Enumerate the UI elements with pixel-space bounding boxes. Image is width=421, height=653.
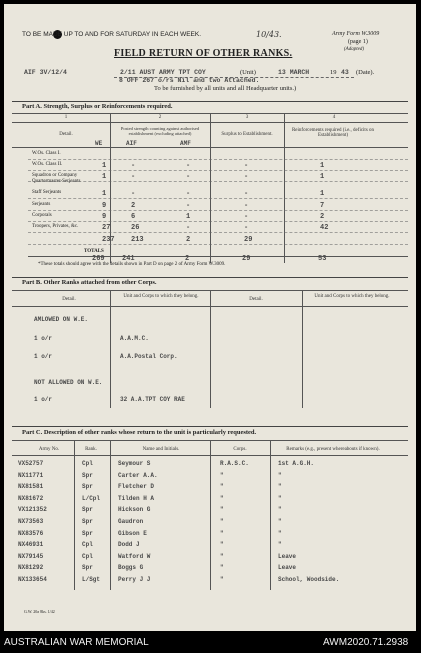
part-b-header-detail-1: Detail. — [62, 297, 76, 302]
part-a-row-aif: 6 — [131, 213, 136, 221]
part-c-row-corps: " — [220, 471, 224, 479]
part-b-header-unit-1: Unit and Corps to which they belong. — [123, 294, 199, 299]
part-c-row-remarks: School, Woodside. — [278, 576, 340, 583]
part-c-row-rank: Spr — [82, 518, 93, 525]
part-a-row-surplus: - — [244, 224, 249, 232]
part-c-row-remarks: " — [278, 518, 282, 525]
part-b-row-detail: 1 o/r — [34, 353, 53, 360]
part-a-row-label: Troopers, Privates, &c. — [32, 224, 79, 229]
part-c-row-corps: " — [220, 506, 224, 514]
part-c-row-remarks: " — [278, 494, 282, 502]
row-divider — [28, 244, 408, 245]
footer-credit: AUSTRALIAN WAR MEMORIAL — [4, 637, 149, 648]
part-c-row-remarks: 1st A.G.H. — [278, 460, 315, 467]
row-divider — [28, 170, 408, 171]
part-a-col-3: 3 — [245, 115, 249, 120]
part-b-row-detail: NOT ALLOWED ON W.E. — [34, 379, 103, 386]
part-c-row-rank: Spr — [82, 564, 93, 572]
part-c-row-corps: R.A.S.C. — [220, 460, 249, 467]
part-a-row-amf: - — [186, 224, 191, 232]
row-divider — [28, 198, 408, 199]
part-c-title: Part C. Description of other ranks whose return to the unit is particularly requested. — [22, 429, 257, 436]
adapted-label: (Adapted) — [344, 47, 364, 52]
part-a-col-2: 2 — [158, 115, 162, 120]
part-a-row-reinf: 7 — [320, 202, 325, 210]
part-c-row-name: Gaudron — [118, 518, 144, 525]
part-a-row-reinf: 1 — [320, 190, 325, 198]
part-c-row-army-no: NX133654 — [18, 576, 47, 583]
part-b-title: Part B. Other Ranks attached from other Corps. — [22, 279, 157, 286]
part-a-row-we: 1 — [102, 162, 107, 170]
part-c-row-name: Carter A.A. — [118, 471, 158, 479]
part-b-row-detail: 1 o/r — [34, 335, 53, 342]
part-a-row-amf: - — [186, 190, 191, 198]
part-a-row-we: 27 — [102, 224, 111, 232]
header-posted-strength: Posted strength counting against authorised establishment (excluding attached) — [120, 126, 200, 136]
part-b-row-detail: 1 o/r — [34, 396, 53, 403]
army-form-number: Army Form W.3009 — [332, 31, 380, 37]
part-c-row-rank: Spr — [82, 471, 93, 479]
totals-reinf: 53 — [318, 255, 327, 263]
part-c-row-name: Watford W — [118, 552, 151, 560]
header-instruction: TO BE MADE UP TO AND FOR SATURDAY IN EACH WEEK. — [22, 31, 202, 38]
part-c-row-corps: " — [220, 518, 224, 525]
part-a-row-we: 237 — [102, 236, 115, 244]
part-a-row-amf: 2 — [186, 236, 191, 244]
aif-reference: AIF 3V/12/4 — [24, 69, 67, 76]
part-c-row-army-no: NX46931 — [18, 541, 44, 549]
part-a-row-we: 9 — [102, 202, 107, 210]
footer-accession-number: AWM2020.71.2938 — [323, 637, 409, 648]
form-title: FIELD RETURN OF OTHER RANKS. — [114, 48, 293, 59]
totals-note: *These totals should agree with the details shown in Part D on page 2 of Army Form W.3009. — [38, 262, 226, 267]
part-a-row-aif: - — [131, 190, 136, 198]
part-c-header-army-no: Army No. — [38, 447, 60, 452]
part-a-row-reinf: 42 — [320, 224, 329, 232]
part-c-row-rank: Spr — [82, 483, 93, 491]
part-a-row-reinf: 2 — [320, 213, 325, 221]
part-c-row-army-no: NX81292 — [18, 564, 44, 572]
part-c-row-name: Tilden H A — [118, 494, 155, 502]
part-a-row-surplus: - — [244, 202, 249, 210]
row-divider — [28, 232, 408, 233]
part-b-row-unit: A.A.Postal Corp. — [120, 353, 178, 360]
row-divider — [28, 221, 408, 222]
part-c-row-army-no: NX83576 — [18, 529, 44, 537]
sub-header-amf: AMF — [180, 140, 191, 147]
row-divider — [28, 210, 408, 211]
part-c-row-army-no: VX52757 — [18, 460, 44, 467]
part-b-row-unit: A.A.M.C. — [120, 335, 149, 342]
part-c-row-rank: Spr — [82, 506, 93, 514]
header-week-number: 10/43. — [256, 30, 282, 39]
part-a-row-surplus: - — [244, 190, 249, 198]
part-a-row-we: 1 — [102, 190, 107, 198]
part-c-row-corps: " — [220, 564, 224, 572]
part-c-row-name: Gibson E — [118, 529, 147, 537]
part-a-row-reinf: 1 — [320, 162, 325, 170]
part-c-row-remarks: Leave — [278, 564, 297, 572]
part-a-row-label: W.Os. Class I. — [32, 151, 61, 156]
part-b-header-unit-2: Unit and Corps to which they belong. — [314, 294, 390, 299]
part-c-row-army-no: NX81581 — [18, 483, 44, 491]
part-a-row-surplus: 29 — [244, 236, 253, 244]
part-b-row-unit: 32 A.A.TPT COY RAE — [120, 396, 185, 403]
part-a-row-aif: 213 — [131, 236, 144, 244]
unit-label: (Unit) — [240, 69, 256, 76]
year-value: 43 — [341, 69, 349, 76]
part-a-row-reinf: 1 — [320, 173, 325, 181]
part-a-col-1: 1 — [64, 115, 68, 120]
part-a-row-label: Corporals — [32, 213, 52, 218]
part-c-header-remarks: Remarks (e.g., present whereabouts if known). — [286, 447, 380, 452]
part-a-row-aif: 26 — [131, 224, 140, 232]
part-a-row-we: 9 — [102, 213, 107, 221]
part-c-header-corps: Corps. — [233, 447, 247, 452]
header-detail: Detail. — [59, 132, 73, 137]
part-c-row-corps: " — [220, 529, 224, 537]
unit-name: 2/11 AUST ARMY TPT COY — [120, 69, 206, 76]
furnished-instruction: To be furnished by all units and all Headquarter units.) — [154, 85, 297, 92]
part-c-row-name: Boggs G — [118, 564, 144, 572]
part-c-row-name: Perry J J — [118, 576, 151, 583]
part-a-row-amf: 1 — [186, 213, 191, 221]
year-prefix: 19 — [330, 69, 337, 76]
header-surplus: Surplus to Establishment. — [221, 132, 273, 137]
part-a-row-aif: - — [131, 162, 136, 170]
part-a-col-4: 4 — [332, 115, 336, 120]
part-a-row-label: Serjeants — [32, 202, 51, 207]
part-a-row-surplus: - — [244, 173, 249, 181]
part-c-row-rank: Cpl — [82, 552, 93, 560]
part-c-row-rank: L/Sgt — [82, 576, 101, 583]
part-c-row-remarks: " — [278, 471, 282, 479]
part-c-row-remarks: " — [278, 541, 282, 549]
return-date: 13 MARCH — [278, 69, 310, 76]
part-c-header-name: Name and Initials. — [142, 447, 180, 452]
totals-amf: 2 — [185, 255, 190, 263]
form-sheet — [4, 4, 416, 631]
part-c-row-rank: Cpl — [82, 460, 93, 467]
part-a-row-we: 1 — [102, 173, 107, 181]
sub-header-aif: AIF — [126, 140, 137, 147]
row-divider — [28, 159, 408, 160]
part-c-row-name: Dodd J — [118, 541, 140, 549]
totals-aif: 241 — [122, 255, 135, 263]
part-c-row-remarks: " — [278, 529, 282, 537]
part-a-row-surplus: - — [244, 162, 249, 170]
part-b-header-detail-2: Detail. — [249, 297, 263, 302]
date-label: (Date). — [356, 69, 375, 76]
printer-mark: G.W. 20a 8ks. 1/42 — [24, 609, 55, 614]
totals-we: 269 — [92, 255, 105, 263]
strength-summary: 8 OFF 267 o/rs Nil and two Attached. — [119, 77, 260, 84]
part-a-row-label: Staff Serjeants — [32, 190, 62, 195]
part-c-row-army-no: NX81672 — [18, 494, 44, 502]
header-reinforcements: Reinforcements required (i.e., deficits on Establishment) — [291, 128, 375, 138]
part-c-row-remarks: " — [278, 483, 282, 491]
part-a-row-label: Squadron or Company Quartermaster-Serjeants — [32, 173, 81, 184]
part-c-row-rank: Spr — [82, 529, 93, 537]
part-b-row-detail: AMLOWED ON W.E. — [34, 316, 89, 323]
part-c-row-army-no: NX73563 — [18, 518, 44, 525]
part-a-row-amf: - — [186, 173, 191, 181]
part-c-row-corps: " — [220, 494, 224, 502]
totals-label: TOTALS — [84, 249, 104, 254]
part-c-row-army-no: NX79145 — [18, 552, 44, 560]
part-a-row-label: W.Os. Class II. — [32, 162, 63, 167]
sub-header-we: WE — [95, 140, 103, 147]
part-a-row-aif: 2 — [131, 202, 136, 210]
part-c-row-rank: Cpl — [82, 541, 93, 549]
page-number: (page 1) — [348, 39, 368, 45]
part-c-row-army-no: NX11771 — [18, 471, 44, 479]
part-c-row-corps: " — [220, 483, 224, 491]
part-a-row-surplus: - — [244, 213, 249, 221]
part-a-row-amf: - — [186, 202, 191, 210]
part-c-row-remarks: Leave — [278, 552, 297, 560]
part-c-row-name: Fletcher D — [118, 483, 155, 491]
part-c-row-rank: L/Cpl — [82, 494, 101, 502]
part-c-row-name: Hickson G — [118, 506, 151, 514]
part-c-header-rank: Rank. — [85, 447, 97, 452]
row-divider — [28, 181, 408, 182]
part-c-row-army-no: VX121352 — [18, 506, 47, 514]
part-a-title: Part A. Strength, Surplus or Reinforcements required. — [22, 103, 173, 110]
part-c-row-corps: " — [220, 576, 224, 583]
part-a-row-amf: - — [186, 162, 191, 170]
part-a-row-aif: - — [131, 173, 136, 181]
part-c-row-corps: " — [220, 541, 224, 549]
part-c-row-name: Seymour S — [118, 460, 151, 467]
part-c-row-remarks: " — [278, 506, 282, 514]
part-c-row-corps: " — [220, 552, 224, 560]
totals-surplus: 29 — [242, 255, 251, 263]
